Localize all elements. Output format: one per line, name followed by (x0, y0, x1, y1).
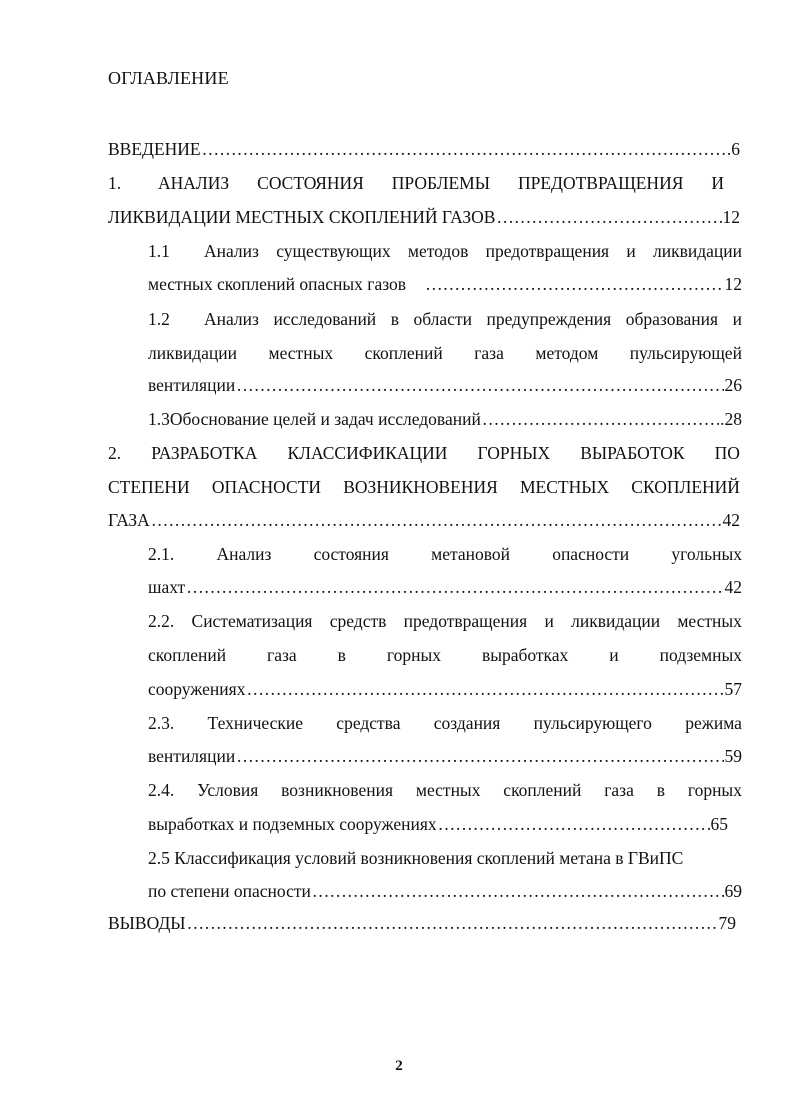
toc-word: средства (336, 713, 401, 733)
toc-word: и (732, 309, 742, 329)
toc-word: СОСТОЯНИЯ (257, 173, 364, 193)
toc-entry-2-2-line3[interactable] (148, 678, 742, 700)
toc-word: Анализ (204, 241, 259, 261)
toc-word: опасности (552, 544, 630, 564)
toc-word: и (544, 611, 554, 631)
toc-word: области (413, 309, 472, 329)
toc-entry-number: 2. (108, 443, 122, 463)
toc-word: угольных (671, 544, 742, 564)
toc-word: Анализ (216, 544, 272, 564)
toc-word: газа (267, 645, 297, 665)
toc-entry-text: 2.5 Классификация условий возникновения скоплений метана в ГВиПС (148, 848, 684, 868)
toc-leader-dots (236, 374, 723, 396)
toc-page-number: 42 (724, 577, 742, 597)
toc-page-number: 12 (724, 274, 742, 294)
toc-page-number: 69 (724, 881, 742, 901)
toc-entry-text: ВВЕДЕНИЕ (108, 139, 201, 159)
toc-entry-2-2-line2[interactable] (148, 644, 742, 666)
toc-word: подземных (659, 645, 742, 665)
toc-word: пульсирующего (533, 713, 652, 733)
toc-leader-dots (438, 813, 710, 835)
toc-word: ВЫРАБОТОК (580, 443, 685, 463)
toc-word: ПО (714, 443, 740, 463)
toc-word: Условия (197, 780, 259, 800)
toc-entry-1-2-line1[interactable] (148, 308, 742, 330)
toc-entry-1-2-line2[interactable] (148, 342, 742, 364)
toc-entry-2-2-line1[interactable] (148, 610, 742, 632)
toc-word: газа (474, 343, 504, 363)
toc-entry-text: вентиляции (148, 746, 236, 766)
toc-word: состояния (313, 544, 389, 564)
toc-leader-dots (151, 509, 722, 531)
toc-word: ПРОБЛЕМЫ (391, 173, 490, 193)
toc-word: Анализ (204, 309, 259, 329)
toc-word: ликвидации (571, 611, 661, 631)
toc-word: методом (535, 343, 599, 363)
toc-entry-conclusions[interactable] (108, 912, 736, 934)
toc-word: пульсирующей (629, 343, 742, 363)
toc-word: И (711, 173, 724, 193)
toc-word: возникновения (281, 780, 394, 800)
toc-entry-number: 2.4. (148, 780, 175, 800)
toc-entry-text: местных скоплений опасных газов (148, 274, 407, 294)
toc-entry-number: 2.2. (148, 611, 175, 631)
toc-page-number: 26 (724, 375, 742, 395)
toc-entry-number: 1.1 (148, 241, 170, 261)
toc-entry-number: 1.2 (148, 309, 170, 329)
toc-entry-2-1-line1[interactable] (148, 543, 742, 565)
toc-leader-dots (186, 576, 723, 598)
toc-leader-dots (187, 912, 718, 934)
toc-word: исследований (273, 309, 377, 329)
toc-page-number: 79 (718, 913, 736, 933)
toc-leader-dots (202, 138, 726, 160)
toc-word: ПРЕДОТВРАЩЕНИЯ (517, 173, 684, 193)
toc-word: горных (687, 780, 742, 800)
toc-word: Систематизация (191, 611, 313, 631)
toc-entry-text: ГАЗА (108, 510, 150, 530)
toc-page-number: 59 (724, 746, 742, 766)
toc-word: горных (386, 645, 441, 665)
toc-page-number: 57 (724, 679, 742, 699)
toc-word: ВОЗНИКНОВЕНИЯ (343, 477, 498, 497)
toc-entry-1-1-line1[interactable] (148, 240, 742, 262)
toc-page-number: .6 (726, 139, 740, 159)
toc-leader-dots (496, 206, 721, 228)
toc-entry-2-4-line1[interactable] (148, 779, 742, 801)
toc-entry-intro[interactable] (108, 138, 740, 160)
toc-entry-text: выработках и подземных сооружениях (148, 814, 437, 834)
toc-word: АНАЛИЗ (158, 173, 230, 193)
toc-word: местных (677, 611, 742, 631)
toc-entry-text: Обоснование целей и задач исследований (169, 409, 481, 429)
toc-word: метановой (431, 544, 510, 564)
toc-leader-dots (312, 880, 724, 902)
toc-entry-text: вентиляции (148, 375, 236, 395)
toc-entry-chapter-2-line2[interactable] (108, 476, 740, 498)
toc-leader-dots (482, 408, 719, 430)
toc-word: в (390, 309, 399, 329)
toc-page-number: 42 (722, 510, 740, 530)
toc-page-number: 65 (710, 814, 728, 834)
toc-word: скоплений (503, 780, 582, 800)
toc-entry-number: 1. (108, 173, 122, 193)
toc-entry-2-4-line2[interactable] (148, 813, 728, 835)
toc-leader-dots (236, 745, 723, 767)
toc-entry-text: ЛИКВИДАЦИИ МЕСТНЫХ СКОПЛЕНИЙ ГАЗОВ (108, 207, 496, 227)
toc-word: Технические (207, 713, 303, 733)
toc-entry-2-5-line2[interactable] (148, 880, 742, 902)
toc-word: скоплений (148, 645, 227, 665)
toc-word: выработках (481, 645, 569, 665)
toc-entry-2-3-line1[interactable] (148, 712, 742, 734)
toc-word: средств (329, 611, 387, 631)
toc-word: в (337, 645, 346, 665)
toc-entry-2-1-line2[interactable] (148, 576, 742, 598)
toc-entry-number: 2.1. (148, 544, 175, 564)
toc-word: ликвидации (652, 241, 742, 261)
toc-word: предотвращения (403, 611, 528, 631)
toc-word: создания (433, 713, 501, 733)
toc-entry-text: ВЫВОДЫ (108, 913, 186, 933)
toc-entry-text: сооружениях (148, 679, 246, 699)
toc-word: предупреждения (486, 309, 612, 329)
toc-word: местных (268, 343, 334, 363)
toc-word: существующих (276, 241, 391, 261)
toc-entry-1-2-line3[interactable] (148, 374, 742, 396)
toc-word: КЛАССИФИКАЦИИ (287, 443, 448, 463)
toc-word: СТЕПЕНИ (108, 477, 190, 497)
toc-word: скоплений (364, 343, 443, 363)
toc-entry-number: 1.3 (148, 409, 170, 429)
toc-word: газа (604, 780, 634, 800)
toc-word: режима (685, 713, 742, 733)
toc-leader-dots (246, 678, 723, 700)
toc-page-number: .28 (720, 409, 742, 429)
page-number: 2 (395, 1058, 403, 1074)
toc-word: МЕСТНЫХ (519, 477, 610, 497)
toc-word: СКОПЛЕНИЙ (631, 477, 740, 497)
page-title: ОГЛАВЛЕНИЕ (108, 68, 229, 88)
toc-leader-dots (425, 273, 723, 295)
toc-entry-chapter-1-line2[interactable] (108, 206, 740, 228)
toc-entry-text: шахт (148, 577, 186, 597)
toc-entry-1-1-line2[interactable] (148, 273, 742, 295)
toc-entry-chapter-2-line1[interactable] (108, 442, 740, 464)
toc-word: ГОРНЫХ (477, 443, 551, 463)
toc-word: и (609, 645, 619, 665)
toc-entry-chapter-2-line3[interactable] (108, 509, 740, 531)
toc-entry-chapter-1-line1[interactable] (108, 172, 740, 194)
toc-word: и (626, 241, 636, 261)
toc-word: РАЗРАБОТКА (151, 443, 258, 463)
toc-page-number: 12 (722, 207, 740, 227)
toc-entry-2-3-line2[interactable] (148, 745, 742, 767)
toc-word: в (656, 780, 665, 800)
toc-word: методов (407, 241, 469, 261)
toc-word: местных (415, 780, 481, 800)
toc-word: ликвидации (148, 343, 237, 363)
toc-word: ОПАСНОСТИ (211, 477, 322, 497)
toc-word: образования (625, 309, 719, 329)
toc-entry-number: 2.3. (148, 713, 175, 733)
toc-entry-1-3[interactable] (148, 408, 742, 430)
toc-word: предотвращения (485, 241, 610, 261)
toc-entry-2-5-line1[interactable] (148, 847, 742, 869)
toc-entry-text: по степени опасности (148, 881, 311, 901)
